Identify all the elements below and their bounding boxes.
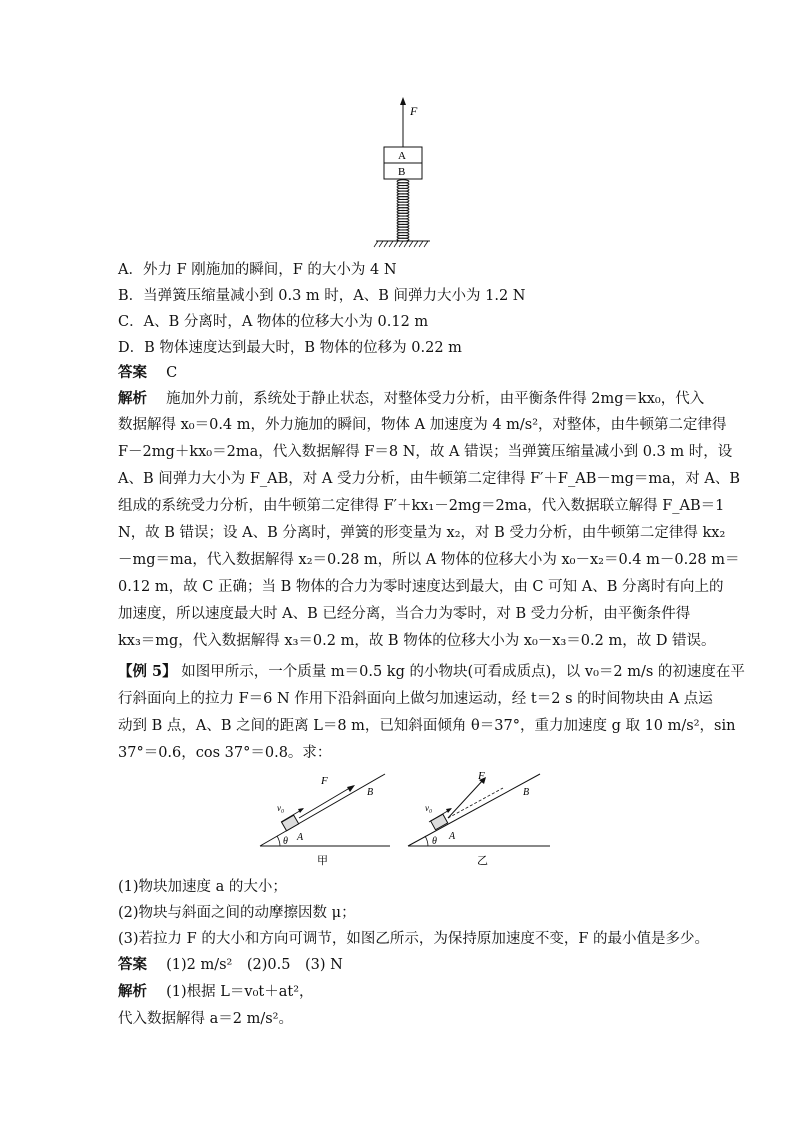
example-5-line-0 (118, 661, 745, 683)
hatch-line (424, 241, 428, 247)
block (282, 815, 299, 831)
question-2: (2)物块与斜面之间的动摩擦因数 μ； (118, 905, 356, 921)
option-b: B．当弹簧压缩量减小到 0.3 m 时，A、B 间弹力大小为 1.2 N (118, 288, 526, 304)
point-a-label: A (449, 831, 456, 842)
answer-1-label: 答案 (118, 364, 147, 381)
answer-1 (118, 362, 688, 384)
velocity-arrow-head (446, 808, 452, 813)
analysis-2-line-0 (118, 981, 688, 1003)
spring (397, 180, 409, 241)
example-5-line-1: 行斜面向上的拉力 F＝6 N 作用下沿斜面向上做匀加速运动，经 t＝2 s 的时间物块由 A 点运 (118, 691, 713, 707)
analysis-1-line-6: －mg＝ma，代入数据解得 x₂＝0.28 m，所以 A 物体的位移大小为 x₀－x₂＝0.4 m－0.28 m＝ (118, 552, 740, 568)
analysis-2-text: (1)根据 L＝v₀t＋at²， (166, 984, 314, 1000)
force-arrow (448, 779, 484, 818)
analysis-1-line-9: kx₃＝mg，代入数据解得 x₃＝0.2 m，故 B 物体的位移大小为 x₀－x₃＝0.2 m，故 D 错误。 (118, 633, 716, 649)
force-label: F (410, 104, 418, 118)
v0-label: v₀ (277, 803, 285, 813)
hatch-line (389, 241, 393, 247)
option-d: D．B 物体速度达到最大时，B 物体的位移为 0.22 m (118, 340, 462, 356)
force-arrow (299, 786, 353, 818)
block-a-label: A (398, 150, 406, 162)
answer-1-value: C (166, 365, 178, 381)
ground-hatch (374, 241, 428, 247)
hatch-line (414, 241, 418, 247)
theta-arc (277, 836, 280, 846)
hatch-line (394, 241, 398, 247)
hatch-line (384, 241, 388, 247)
analysis-1-text: 施加外力前，系统处于静止状态，对整体受力分析，由平衡条件得 2mg＝kx₀，代入 (166, 391, 705, 407)
caption-yi: 乙 (477, 855, 488, 867)
option-a: A．外力 F 刚施加的瞬间，F 的大小为 4 N (118, 262, 397, 278)
force-label: F (478, 770, 485, 782)
dashed-incline-direction (448, 788, 503, 818)
analysis-1-label: 解析 (118, 390, 147, 407)
velocity-arrow-head (298, 808, 304, 813)
v0-label: v₀ (425, 803, 433, 813)
incline-figure-yi (405, 768, 555, 868)
block-b-label: B (398, 166, 406, 178)
analysis-1-line-3: A、B 间弹力大小为 F_AB，对 A 受力分析，由牛顿第二定律得 F′＋F_AB－mg＝ma，对 A、B (118, 471, 741, 487)
theta-label: θ (283, 836, 288, 847)
analysis-1-line-5: N，故 B 错误；设 A、B 分离时，弹簧的形变量为 x₂，对 B 受力分析，由牛顿第二定律得 kx₂ (118, 525, 726, 541)
analysis-1-line-1: 数据解得 x₀＝0.4 m，外力施加的瞬间，物体 A 加速度为 4 m/s²，对整体，由牛顿第二定律得 (118, 417, 727, 433)
caption-jia: 甲 (317, 855, 328, 867)
answer-2-value: (1)2 m/s² (2)0.5 (3) N (166, 957, 343, 973)
analysis-1-line-8: 加速度，所以速度最大时 A、B 已经分离，当合力为零时，对 B 受力分析，由平衡条件得 (118, 606, 691, 622)
hatch-line (399, 241, 403, 247)
analysis-2-label: 解析 (118, 983, 147, 1000)
option-c: C．A、B 分离时，A 物体的位移大小为 0.12 m (118, 314, 429, 330)
hatch-line (404, 241, 408, 247)
point-a-label: A (297, 832, 304, 843)
example-5-line-3: 37°＝0.6，cos 37°＝0.8。求： (118, 745, 332, 761)
analysis-1-line-4: 组成的系统受力分析，由牛顿第二定律得 F′＋kx₁－2mg＝2ma，代入数据联立解得 F_AB＝1 (118, 498, 725, 514)
point-b-label: B (367, 787, 374, 798)
analysis-2-line-1: 代入数据解得 a＝2 m/s²。 (118, 1011, 293, 1027)
analysis-1-line-2: F－2mg＋kx₀＝2ma，代入数据解得 F＝8 N，故 A 错误；当弹簧压缩量减小到 0.3 m 时，设 (118, 444, 733, 460)
answer-2 (118, 954, 688, 976)
analysis-1-line-0 (118, 388, 705, 410)
point-b-label: B (523, 787, 530, 798)
question-3: (3)若拉力 F 的大小和方向可调节，如图乙所示，为保持原加速度不变，F 的最小值是多少。 (118, 931, 709, 947)
analysis-1-line-7: 0.12 m，故 C 正确；当 B 物体的合力为零时速度达到最大，由 C 可知 A、B 分离时有向上的 (118, 579, 724, 595)
hatch-line (409, 241, 413, 247)
spring-blocks-figure (370, 95, 440, 250)
theta-label: θ (432, 836, 437, 847)
hatch-line (419, 241, 423, 247)
theta-arc (425, 836, 428, 846)
force-arrow-head (400, 97, 406, 105)
incline-figure-jia (255, 768, 405, 868)
example-5-line-2: 动到 B 点，A、B 之间的距离 L＝8 m，已知斜面倾角 θ＝37°，重力加速度 g 取 10 m/s²，sin (118, 718, 736, 734)
block (431, 814, 448, 830)
example-5-label: 【例 5】 (118, 663, 177, 680)
example-5-text: 如图甲所示，一个质量 m＝0.5 kg 的小物块(可看成质点)，以 v₀＝2 m/s 的初速度在平 (181, 664, 745, 680)
question-1: (1)物块加速度 a 的大小； (118, 879, 287, 895)
answer-2-label: 答案 (118, 956, 147, 973)
hatch-line (374, 241, 378, 247)
force-label: F (321, 775, 328, 787)
force-arrow-head (347, 785, 355, 792)
hatch-line (379, 241, 383, 247)
